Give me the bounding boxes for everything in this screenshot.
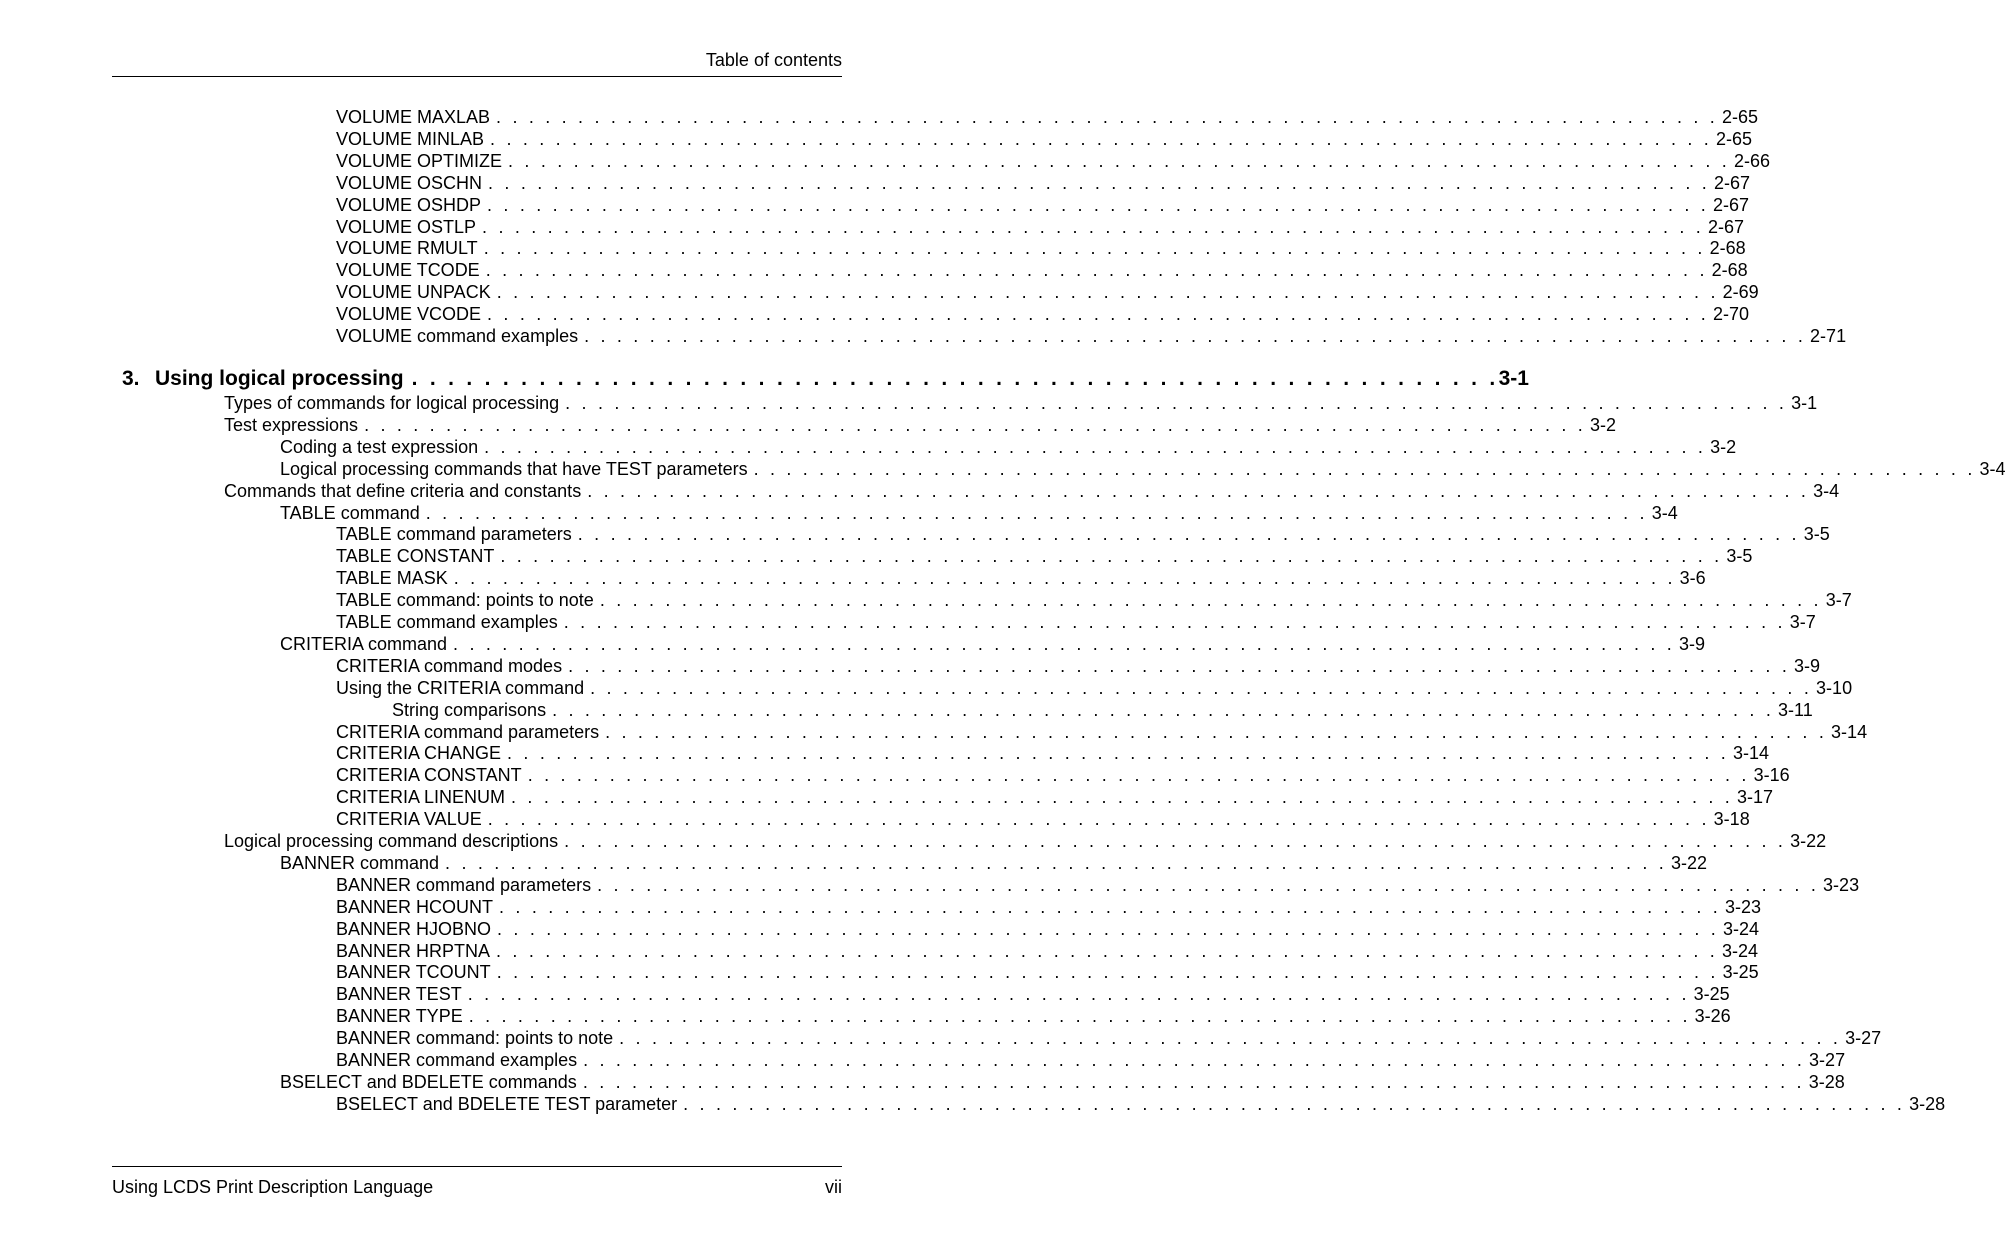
dot-leader: . . . . . . . . . . . . . . . . . . . . . . . . . . . . . . . . . . . . . . . . . . . . . . . . . . . . . . . . . . . . . . . . . . . . . . . . . . . bbox=[490, 128, 1712, 149]
toc-entry[interactable] bbox=[336, 150, 1771, 172]
dot-leader: . . . . . . . . . . . . . . . . . . . . . . . . . . . . . . . . . . . . . . . . . . . . . . . . . . . . . . . . . . . . . . . . . . . . . . . . . . . bbox=[488, 172, 1710, 193]
toc-entry-page-number: 2-66 bbox=[1733, 150, 1771, 171]
toc-entry[interactable] bbox=[336, 216, 1745, 238]
toc-entry[interactable] bbox=[280, 852, 1708, 874]
toc-entry[interactable] bbox=[336, 1049, 1846, 1071]
toc-entry[interactable] bbox=[336, 194, 1750, 216]
toc-entry[interactable] bbox=[336, 1005, 1731, 1027]
toc-entry-page-number: 3-28 bbox=[1808, 1071, 1845, 1092]
toc-entry[interactable] bbox=[336, 918, 1760, 940]
toc-entry[interactable] bbox=[336, 677, 1853, 699]
toc-entry-page-number: 3-4 bbox=[1979, 458, 2006, 479]
dot-leader: . . . . . . . . . . . . . . . . . . . . . . . . . . . . . . . . . . . . . . . . . . . . . . . . . . . . . . . . . . . . . . . . . . . . . . . . . . . bbox=[587, 480, 1810, 501]
toc-entry-page-number: 3-2 bbox=[1710, 436, 1737, 457]
toc-entry[interactable] bbox=[336, 545, 1753, 567]
toc-entry[interactable] bbox=[336, 742, 1770, 764]
toc-entry-page-number: 2-67 bbox=[1712, 194, 1750, 215]
toc-entry-page-number: 3-16 bbox=[1753, 765, 1790, 786]
dot-leader: . . . . . . . . . . . . . . . . . . . . . . . . . . . . . . . . . . . . . . . . . . . . . . . . . . . . . . . . . . . . . . . . . . . . . . . . . . . bbox=[497, 918, 1719, 939]
toc-entry-page-number: 3-23 bbox=[1823, 874, 1860, 895]
dot-leader: . . . . . . . . . . . . . . . . . . . . . . . . . . . . . . . . . . . . . . . . . . . . . . . . . . . . . . . . . . . . . . . . . . . . . . . . . . . bbox=[485, 260, 1708, 281]
toc-entry-title: VOLUME UNPACK bbox=[336, 282, 491, 303]
dot-leader: . . . . . . . . . . . . . . . . . . . . . . . . . . . . . . . . . . . . . . . . . . . . . . . . . . . . . . . . . . . . . . . . . . . . . . . . . . . bbox=[552, 699, 1775, 720]
toc-entry-page-number: 3-18 bbox=[1713, 809, 1750, 830]
toc-entry-page-number: 3-24 bbox=[1721, 940, 1759, 961]
toc-entry-title: BANNER TYPE bbox=[336, 1006, 463, 1027]
chapter-title: Using logical processing bbox=[155, 367, 404, 390]
toc-entry-title: TABLE CONSTANT bbox=[336, 546, 495, 567]
toc-entry[interactable] bbox=[336, 983, 1730, 1005]
toc-entry[interactable] bbox=[336, 589, 1852, 611]
toc-entry-title: CRITERIA command bbox=[280, 633, 448, 654]
toc-entry-page-number: 3-27 bbox=[1845, 1028, 1882, 1049]
toc-entry-title: CRITERIA VALUE bbox=[336, 809, 482, 830]
dot-leader: . . . . . . . . . . . . . . . . . . . . . . . . . . . . . . . . . . . . . . . . . . . . . . . . . . . . . . . . . . . . . . . . . . . . . . . . . . . bbox=[467, 984, 1690, 1005]
toc-entry-title: VOLUME MINLAB bbox=[336, 128, 485, 149]
toc-entry-page-number: 3-7 bbox=[1825, 590, 1852, 611]
dot-leader: . . . . . . . . . . . . . . . . . . . . . . . . . . . . . . . . . . . . . . . . . . . . . . . . . . . . . . . . . . . . . . . . . . . . . . . . . . . bbox=[453, 633, 1675, 654]
toc-entry[interactable] bbox=[336, 896, 1761, 918]
toc-entry[interactable] bbox=[280, 633, 1706, 655]
dot-leader: . . . . . . . . . . . . . . . . . . . . . . . . . . . . . . . . . . . . . . . . . . . . . . . . . . . . . . . . . . . . . . . . . . . . . . . . . . . bbox=[445, 852, 1667, 873]
toc-entry-page-number: 2-65 bbox=[1716, 128, 1753, 149]
toc-entry-title: VOLUME OSCHN bbox=[336, 172, 483, 193]
toc-entry-page-number: 2-70 bbox=[1712, 304, 1750, 325]
dot-leader: . . . . . . . . . . . . . . . . . . . . . . . . . . . . . . . . . . . . . . . . . . . . . . . . . . . . . . . . . . . . . . . . . . . . . . . . . . . bbox=[425, 502, 1648, 523]
toc-entry[interactable] bbox=[336, 523, 1830, 545]
toc-entry-title: Logical processing commands that have TEST parameters bbox=[280, 458, 748, 479]
toc-entry-page-number: 3-5 bbox=[1803, 524, 1830, 545]
dot-leader: . . . . . . . . . . . . . . . . . . . . . . . . . . . . . . . . . . . . . . . . . . . . . . . . . . . . . . . . . . . . . . . . . . . . . . . . . . . bbox=[683, 1093, 1906, 1114]
toc-entry-title: Using the CRITERIA command bbox=[336, 677, 585, 698]
toc-entry-page-number: 3-22 bbox=[1671, 852, 1708, 873]
toc-entry-title: BANNER TCOUNT bbox=[336, 962, 491, 983]
chapter-number: 3. bbox=[122, 367, 140, 390]
dot-leader: . . . . . . . . . . . . . . . . . . . . . . . . . . . . . . . . . . . . . . . . . . . . . . . . . . . . . . . . . . . . . . . . . . . . . . . . . . . bbox=[565, 393, 1788, 413]
toc-chapter-heading[interactable] bbox=[122, 366, 1529, 392]
toc-entry[interactable] bbox=[336, 281, 1759, 303]
toc-entry[interactable] bbox=[336, 961, 1759, 983]
dot-leader: . . . . . . . . . . . . . . . . . . . . . . . . . . . . . . . . . . . . . . . . . . . . . . . . . . . . . . . . . . . . . . . . . . . . . . . . . . . bbox=[584, 326, 1807, 346]
toc-entry-title: CRITERIA command modes bbox=[336, 655, 563, 676]
toc-entry-title: VOLUME RMULT bbox=[336, 238, 478, 259]
toc-entry-title: Logical processing command descriptions bbox=[224, 831, 559, 851]
dot-leader: . . . . . . . . . . . . . . . . . . . . . . . . . . . . . . . . . . . . . . . . . . . . . . . . . . . . . . . . . . . . . . . . . . . . . . . . . . . bbox=[482, 216, 1704, 237]
dot-leader: . . . . . . . . . . . . . . . . . . . . . . . . . . . . . . . . . . . . . . . . . . . . . . . . . . . . . . . . . . . . . . . . . . . . . . . . . . . bbox=[468, 1006, 1691, 1027]
toc-entry-title: TABLE MASK bbox=[336, 568, 448, 589]
dot-leader: . . . . . . . . . . . . . . . . . . . . . . . . . . . . . . . . . . . . . . . . . . . . . . . . . . . . . . . . . . . . . . . . . . . . . . . . . . . bbox=[364, 414, 1587, 435]
toc-entry-title: VOLUME OSHDP bbox=[336, 194, 482, 215]
dot-leader: . . . . . . . . . . . . . . . . . . . . . . . . . . . . . . . . . . . . . . . . . . . . . . . . . . . . . . . . . . . . . . . . . . . . . . . . . . . bbox=[453, 568, 1676, 589]
toc-entry[interactable] bbox=[224, 392, 1818, 414]
dot-leader: . . . . . . . . . . . . . . . . . . . . . . . . . . . . . . . . . . . . . . . . . . . . . . . . . . . . . . . . . . . . . . . . . . . . . . . . . . . bbox=[496, 940, 1718, 961]
toc-entry-title: TABLE command bbox=[280, 502, 420, 523]
toc-entry-page-number: 3-4 bbox=[1813, 480, 1840, 501]
toc-entry[interactable] bbox=[280, 502, 1678, 524]
toc-entry-page-number: 3-14 bbox=[1831, 721, 1868, 742]
toc-entry-title: Coding a test expression bbox=[280, 436, 479, 457]
toc-entry-page-number: 3-14 bbox=[1732, 743, 1770, 764]
footer-book-title: Using LCDS Print Description Language bbox=[112, 1177, 434, 1197]
toc-entry-page-number: 3-17 bbox=[1736, 787, 1774, 808]
toc-entry-page-number: 3-27 bbox=[1809, 1050, 1846, 1070]
toc-entry-title: BANNER HCOUNT bbox=[336, 896, 494, 917]
toc-entry[interactable] bbox=[336, 940, 1759, 962]
dot-leader: . . . . . . . . . . . . . . . . . . . . . . . . . . . . . . . . . . . . . . . . . . . . . . . . . . . . . . . . . . . . . . . . . . . . . . . . . . . bbox=[507, 743, 1729, 764]
toc-entry[interactable] bbox=[336, 303, 1750, 325]
toc-entry-title: CRITERIA LINENUM bbox=[336, 787, 506, 808]
toc-entry-title: VOLUME MAXLAB bbox=[336, 107, 491, 127]
toc-entry-title: TABLE command parameters bbox=[336, 524, 572, 545]
dot-leader: . . . . . . . . . . . . . . . . . . . . . . . . . . . . . . . . . . . . . . . . . . . . . . . . . . . . . . . . . . . . . . . . . . . . . . . . . . . bbox=[487, 194, 1709, 215]
toc-entry-page-number: 3-9 bbox=[1794, 655, 1821, 676]
dot-leader: . . . . . . . . . . . . . . . . . . . . . . . . . . . . . . . . . . . . . . . . . . . . . . . . . . . . . . . . . . . . . . . . . . . . . . . . . . . bbox=[577, 524, 1800, 545]
toc-entry-page-number: 3-25 bbox=[1722, 962, 1759, 983]
toc-entry-page-number: 3-2 bbox=[1590, 414, 1617, 435]
toc-entry-title: BANNER command bbox=[280, 852, 440, 873]
toc-entry[interactable] bbox=[224, 480, 1840, 502]
chapter-page-number: 3-1 bbox=[1498, 367, 1529, 390]
dot-leader: . . . . . . . . . . . . . . . . . . . . . . . . . . . . . . . . . . . . . . . . . . . . . . . . . . . . . . . . . . . . bbox=[411, 367, 1499, 390]
dot-leader: . . . . . . . . . . . . . . . . . . . . . . . . . . . . . . . . . . . . . . . . . . . . . . . . . . . . . . . . . . . . . . . . . . . . . . . . . . . bbox=[499, 896, 1721, 917]
toc-entry[interactable] bbox=[280, 458, 2006, 480]
dot-leader: . . . . . . . . . . . . . . . . . . . . . . . . . . . . . . . . . . . . . . . . . . . . . . . . . . . . . . . . . . . . . . . . . . . . . . . . . . . bbox=[590, 677, 1813, 698]
toc-entry-page-number: 2-68 bbox=[1711, 260, 1748, 281]
toc-entry-title: VOLUME VCODE bbox=[336, 304, 482, 325]
toc-entry[interactable] bbox=[336, 764, 1790, 786]
toc-entry-page-number: 3-23 bbox=[1724, 896, 1761, 917]
dot-leader: . . . . . . . . . . . . . . . . . . . . . . . . . . . . . . . . . . . . . . . . . . . . . . . . . . . . . . . . . . . . . . . . . . . . . . . . . . . bbox=[583, 1050, 1806, 1070]
toc-entry-page-number: 2-71 bbox=[1810, 326, 1847, 346]
dot-leader: . . . . . . . . . . . . . . . . . . . . . . . . . . . . . . . . . . . . . . . . . . . . . . . . . . . . . . . . . . . . . . . . . . . . . . . . . . . bbox=[563, 612, 1786, 632]
footer-page-number: vii bbox=[825, 1177, 842, 1197]
dot-leader: . . . . . . . . . . . . . . . . . . . . . . . . . . . . . . . . . . . . . . . . . . . . . . . . . . . . . . . . . . . . . . . . . . . . . . . . . . . bbox=[599, 590, 1822, 611]
dot-leader: . . . . . . . . . . . . . . . . . . . . . . . . . . . . . . . . . . . . . . . . . . . . . . . . . . . . . . . . . . . . . . . . . . . . . . . . . . . bbox=[597, 874, 1820, 895]
toc-entry[interactable] bbox=[280, 436, 1737, 458]
dot-leader: . . . . . . . . . . . . . . . . . . . . . . . . . . . . . . . . . . . . . . . . . . . . . . . . . . . . . . . . . . . . . . . . . . . . . . . . . . . bbox=[582, 1071, 1805, 1092]
dot-leader: . . . . . . . . . . . . . . . . . . . . . . . . . . . . . . . . . . . . . . . . . . . . . . . . . . . . . . . . . . . . . . . . . . . . . . . . . . . bbox=[496, 282, 1719, 303]
toc-entry-page-number: 3-1 bbox=[1791, 393, 1818, 413]
dot-leader: . . . . . . . . . . . . . . . . . . . . . . . . . . . . . . . . . . . . . . . . . . . . . . . . . . . . . . . . . . . . . . . . . . . . . . . . . . . bbox=[496, 962, 1719, 983]
toc-entry-title: BANNER command: points to note bbox=[336, 1028, 614, 1049]
toc-entry[interactable] bbox=[280, 1071, 1845, 1093]
toc-entry-page-number: 3-7 bbox=[1789, 612, 1816, 632]
toc-entry-title: CRITERIA CONSTANT bbox=[336, 765, 522, 786]
toc-entry-page-number: 2-65 bbox=[1722, 107, 1759, 127]
toc-entry-page-number: 3-22 bbox=[1790, 831, 1827, 851]
toc-entry-page-number: 3-6 bbox=[1679, 568, 1706, 589]
dot-leader: . . . . . . . . . . . . . . . . . . . . . . . . . . . . . . . . . . . . . . . . . . . . . . . . . . . . . . . . . . . . . . . . . . . . . . . . . . . bbox=[508, 150, 1730, 171]
header-rule bbox=[112, 76, 842, 77]
toc-entry-title: Test expressions bbox=[224, 414, 359, 435]
toc-entry-page-number: 3-11 bbox=[1778, 699, 1813, 720]
toc-entry-page-number: 2-68 bbox=[1709, 238, 1746, 259]
toc-entry-title: String comparisons bbox=[392, 699, 547, 720]
toc-entry-title: VOLUME TCODE bbox=[336, 260, 480, 281]
toc-entry[interactable] bbox=[336, 721, 1868, 743]
toc-entry[interactable] bbox=[336, 106, 1759, 128]
footer-rule bbox=[112, 1166, 842, 1167]
toc-entry[interactable] bbox=[336, 128, 1753, 150]
toc-entry-title: VOLUME OSTLP bbox=[336, 216, 477, 237]
toc-entry-title: Types of commands for logical processing bbox=[224, 393, 560, 413]
running-header: Table of contents bbox=[705, 50, 842, 70]
toc-entry-title: BANNER command examples bbox=[336, 1050, 578, 1070]
toc-entry[interactable] bbox=[336, 172, 1751, 194]
dot-leader: . . . . . . . . . . . . . . . . . . . . . . . . . . . . . . . . . . . . . . . . . . . . . . . . . . . . . . . . . . . . . . . . . . . . . . . . . . . bbox=[605, 721, 1828, 742]
dot-leader: . . . . . . . . . . . . . . . . . . . . . . . . . . . . . . . . . . . . . . . . . . . . . . . . . . . . . . . . . . . . . . . . . . . . . . . . . . . bbox=[511, 787, 1733, 808]
toc-entry-page-number: 3-10 bbox=[1816, 677, 1853, 698]
toc-entry[interactable] bbox=[336, 655, 1821, 677]
dot-leader: . . . . . . . . . . . . . . . . . . . . . . . . . . . . . . . . . . . . . . . . . . . . . . . . . . . . . . . . . . . . . . . . . . . . . . . . . . . bbox=[568, 655, 1791, 676]
toc-entry-page-number: 3-26 bbox=[1694, 1006, 1731, 1027]
toc-entry-page-number: 3-4 bbox=[1651, 502, 1678, 523]
toc-entry[interactable] bbox=[336, 611, 1816, 633]
toc-entry-title: TABLE command examples bbox=[336, 612, 558, 632]
toc-entry[interactable] bbox=[336, 237, 1746, 259]
dot-leader: . . . . . . . . . . . . . . . . . . . . . . . . . . . . . . . . . . . . . . . . . . . . . . . . . . . . . . . . . . . . . . . . . . . . . . . . . . . bbox=[564, 831, 1787, 851]
toc-entry-title: VOLUME command examples bbox=[336, 326, 579, 346]
toc-entry-title: Commands that define criteria and constants bbox=[224, 480, 582, 501]
dot-leader: . . . . . . . . . . . . . . . . . . . . . . . . . . . . . . . . . . . . . . . . . . . . . . . . . . . . . . . . . . . . . . . . . . . . . . . . . . . bbox=[753, 458, 1976, 479]
toc-entry-title: BSELECT and BDELETE TEST parameter bbox=[336, 1093, 678, 1114]
toc-entry[interactable] bbox=[336, 874, 1860, 896]
toc-entry-title: CRITERIA CHANGE bbox=[336, 743, 502, 764]
toc-entry[interactable] bbox=[336, 259, 1748, 281]
dot-leader: . . . . . . . . . . . . . . . . . . . . . . . . . . . . . . . . . . . . . . . . . . . . . . . . . . . . . . . . . . . . . . . . . . . . . . . . . . . bbox=[487, 809, 1710, 830]
dot-leader: . . . . . . . . . . . . . . . . . . . . . . . . . . . . . . . . . . . . . . . . . . . . . . . . . . . . . . . . . . . . . . . . . . . . . . . . . . . bbox=[487, 304, 1709, 325]
toc-entry-page-number: 2-69 bbox=[1722, 282, 1759, 303]
toc-entry[interactable] bbox=[392, 699, 1813, 721]
toc-entry-title: VOLUME OPTIMIZE bbox=[336, 150, 503, 171]
toc-entry-page-number: 2-67 bbox=[1713, 172, 1751, 193]
toc-entry[interactable] bbox=[336, 808, 1750, 830]
toc-entry-title: BANNER command parameters bbox=[336, 874, 592, 895]
toc-entry-title: BSELECT and BDELETE commands bbox=[280, 1071, 577, 1092]
toc-entry-title: CRITERIA command parameters bbox=[336, 721, 600, 742]
toc-entry-title: BANNER TEST bbox=[336, 984, 462, 1005]
toc-entry-page-number: 2-67 bbox=[1708, 216, 1745, 237]
dot-leader: . . . . . . . . . . . . . . . . . . . . . . . . . . . . . . . . . . . . . . . . . . . . . . . . . . . . . . . . . . . . . . . . . . . . . . . . . . . bbox=[483, 238, 1706, 259]
toc-entry-title: BANNER HJOBNO bbox=[336, 918, 492, 939]
toc-entry[interactable] bbox=[224, 830, 1827, 852]
toc-entry[interactable] bbox=[336, 567, 1706, 589]
dot-leader: . . . . . . . . . . . . . . . . . . . . . . . . . . . . . . . . . . . . . . . . . . . . . . . . . . . . . . . . . . . . . . . . . . . . . . . . . . . bbox=[527, 765, 1750, 786]
toc-entry[interactable] bbox=[336, 325, 1847, 347]
toc-entry[interactable] bbox=[224, 414, 1617, 436]
toc-entry-page-number: 3-24 bbox=[1722, 918, 1760, 939]
toc-entry[interactable] bbox=[336, 1093, 1946, 1115]
dot-leader: . . . . . . . . . . . . . . . . . . . . . . . . . . . . . . . . . . . . . . . . . . . . . . . . . . . . . . . . . . . . . . . . . . . . . . . . . . . bbox=[619, 1028, 1842, 1049]
dot-leader: . . . . . . . . . . . . . . . . . . . . . . . . . . . . . . . . . . . . . . . . . . . . . . . . . . . . . . . . . . . . . . . . . . . . . . . . . . . bbox=[496, 107, 1718, 127]
dot-leader: . . . . . . . . . . . . . . . . . . . . . . . . . . . . . . . . . . . . . . . . . . . . . . . . . . . . . . . . . . . . . . . . . . . . . . . . . . . bbox=[484, 436, 1707, 457]
toc-entry-page-number: 3-28 bbox=[1909, 1093, 1946, 1114]
toc-entry[interactable] bbox=[336, 1027, 1882, 1049]
toc-entry-title: TABLE command: points to note bbox=[336, 590, 594, 611]
toc-entry[interactable] bbox=[336, 786, 1774, 808]
toc-entry-title: BANNER HRPTNA bbox=[336, 940, 491, 961]
toc-entry-page-number: 3-25 bbox=[1693, 984, 1730, 1005]
toc-entry-page-number: 3-5 bbox=[1726, 546, 1753, 567]
dot-leader: . . . . . . . . . . . . . . . . . . . . . . . . . . . . . . . . . . . . . . . . . . . . . . . . . . . . . . . . . . . . . . . . . . . . . . . . . . . bbox=[500, 546, 1723, 567]
toc-entry-page-number: 3-9 bbox=[1679, 633, 1706, 654]
